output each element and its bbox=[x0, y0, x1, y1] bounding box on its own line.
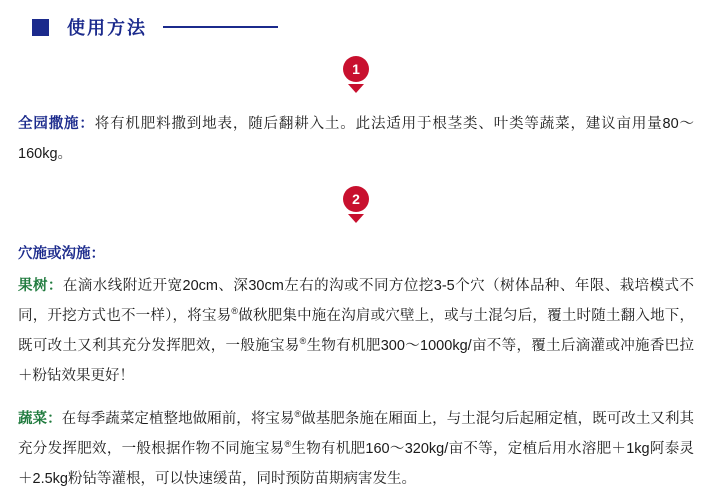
step-number-1: 1 bbox=[343, 56, 369, 82]
paragraph-broadcast-lead: 全园撒施： bbox=[18, 116, 95, 132]
step-marker-2 bbox=[14, 186, 698, 223]
paragraph-vegetable bbox=[14, 404, 698, 494]
paragraph-vegetable-body-3: 生物有机肥160～320kg/亩不等，定植后用水溶肥＋1kg阿泰灵＋2.5kg粉钻等灌根，可以快速缓苗，同时预防苗期病害发生。 bbox=[18, 441, 694, 487]
paragraph-fruit-tree bbox=[14, 271, 698, 391]
paragraph-fruit-tree-lead: 果树： bbox=[18, 278, 63, 294]
step-arrow-icon bbox=[348, 84, 364, 93]
paragraph-fruit-tree-body-3: 生物有机肥300～1000kg/亩不等，覆土后滴灌或冲施香巴拉＋粉钻效果更好！ bbox=[18, 338, 694, 384]
registered-mark-icon-3: ® bbox=[294, 409, 302, 420]
step-arrow-icon-2 bbox=[348, 214, 364, 223]
registered-mark-icon-4: ® bbox=[284, 439, 292, 450]
paragraph-vegetable-body-2: 做基肥条施在厢面上，与土混匀后起厢定植，既可改土又利其充分发挥肥效，一般根据作物不同施宝易 bbox=[18, 411, 695, 457]
subsection-title-label: 穴施或沟施： bbox=[18, 246, 105, 262]
paragraph-vegetable-body-1: 在每季蔬菜定植整地做厢前，将宝易 bbox=[61, 411, 295, 427]
section-header bbox=[14, 0, 698, 40]
registered-mark-icon: ® bbox=[231, 306, 239, 317]
step-marker-1 bbox=[14, 56, 698, 93]
registered-mark-icon-2: ® bbox=[299, 336, 307, 347]
section-hole-or-ditch bbox=[14, 239, 698, 494]
subsection-title bbox=[14, 239, 698, 269]
paragraph-fruit-tree-body-1: 在滴水线附近开宽20cm、深30cm左右的沟或不同方位挖3-5个穴（树体品种、年限、栽培模式不同，开挖方式也不一样），将宝易 bbox=[18, 278, 695, 324]
page-title: 使用方法 bbox=[67, 18, 147, 38]
header-rule-divider bbox=[163, 26, 278, 28]
paragraph-broadcast-body: 将有机肥料撒到地表，随后翻耕入土。此法适用于根茎类、叶类等蔬菜，建议亩用量80～160kg。 bbox=[18, 116, 695, 162]
step-number-2: 2 bbox=[343, 186, 369, 212]
paragraph-broadcast bbox=[14, 109, 698, 169]
header-square-icon bbox=[32, 19, 49, 36]
paragraph-vegetable-lead: 蔬菜： bbox=[18, 411, 62, 427]
paragraph-fruit-tree-body-2: 做秋肥集中施在沟肩或穴壁上，或与土混匀后，覆土时随土翻入地下，既可改土又利其充分发挥肥效，一般施宝易 bbox=[18, 308, 695, 354]
